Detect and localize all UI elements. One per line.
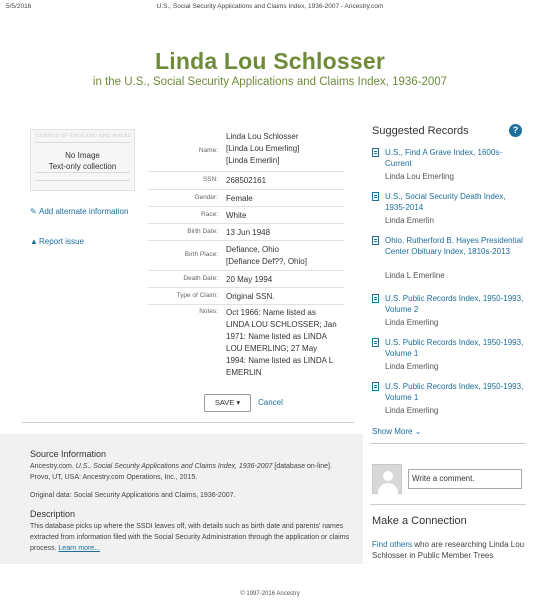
report-issue-label: Report issue — [39, 237, 84, 246]
fact-label: Birth Place: — [184, 251, 218, 258]
show-more-link[interactable] — [372, 427, 421, 436]
add-alternate-label: Add alternate information — [39, 207, 129, 216]
fact-row-notes — [148, 305, 344, 387]
fact-label: Death Date: — [183, 275, 218, 282]
document-icon — [372, 294, 379, 303]
fact-label: SSN: — [202, 176, 218, 183]
pencil-icon: ✎ — [30, 207, 37, 216]
collection-subtitle: in the U.S., Social Security Applications and Claims Index, 1936-2007 — [92, 76, 448, 88]
fact-label: Gender: — [194, 194, 218, 201]
add-alternate-info-link[interactable] — [30, 206, 130, 217]
record-card — [22, 121, 354, 423]
fact-row-race — [148, 207, 344, 224]
suggested-record-title[interactable]: U.S. Public Records Index, 1950-1993, Volume 1 — [385, 382, 524, 402]
print-title: U.S., Social Security Applications and Claims Index, 1936-2007 - Ancestry.com — [156, 3, 384, 10]
suggested-record-title[interactable]: Ohio, Rutherford B. Hayes Presidential Center Obituary Index, 1810s-2013 — [385, 236, 523, 256]
help-icon[interactable]: ? — [509, 124, 522, 137]
suggested-record-title[interactable]: U.S. Public Records Index, 1950-1993, Volume 1 — [385, 338, 524, 358]
suggested-records-heading: Suggested Records — [372, 125, 469, 137]
learn-more-link[interactable]: Learn more... — [58, 545, 101, 552]
fact-value: White — [226, 211, 247, 220]
find-others-link[interactable]: Find others — [372, 540, 413, 549]
print-date: 5/5/2016 — [6, 3, 32, 10]
suggested-record-name: Linda Emerling — [385, 406, 439, 415]
suggested-record[interactable] — [372, 293, 526, 333]
thumbnail-ghost-line — [35, 172, 130, 173]
fact-value: 13 Jun 1948 — [226, 228, 271, 237]
thumbnail-ghost-line — [35, 142, 130, 143]
fact-value: Defiance, Ohio [Defiance Def??, Ohio] — [226, 245, 307, 266]
description-text — [30, 521, 350, 554]
no-image-label — [31, 150, 134, 172]
source-citation — [30, 461, 350, 483]
record-thumbnail[interactable] — [30, 129, 135, 191]
suggested-record-title[interactable]: U.S. Public Records Index, 1950-1993, Volume 2 — [385, 294, 524, 314]
make-connection-panel — [372, 515, 528, 560]
fact-value: Oct 1966: Name listed as LINDA LOU SCHLOSSER; Jan 1971: Name listed as LINDA LOU EMERLING; 27 May 1994: Name listed as LINDA L EMERLIN — [226, 308, 337, 377]
make-connection-text — [372, 539, 528, 561]
make-connection-rest: who are researching Linda Lou Schlosser in Public Member Trees — [372, 540, 525, 560]
cancel-link[interactable]: Cancel — [258, 398, 283, 407]
fact-row-ssn — [148, 172, 344, 190]
suggested-record-title[interactable]: U.S., Social Security Death Index, 1935-2014 — [385, 192, 506, 212]
suggested-record[interactable] — [372, 147, 526, 187]
fact-value: 20 May 1994 — [226, 275, 273, 284]
thumbnail-ghost-text: CENSUS OF ENGLAND AND WALES — [36, 133, 132, 139]
description-heading: Description — [30, 509, 76, 519]
suggested-record-title[interactable]: U.S., Find A Grave Index, 1600s-Current — [385, 148, 502, 168]
report-issue-link[interactable] — [30, 236, 84, 247]
fact-value: Linda Lou Schlosser [Linda Lou Emerling] [Linda Emerlin] — [226, 132, 300, 165]
divider — [370, 443, 526, 444]
fact-value: 268502161 — [226, 176, 267, 185]
citation-title: U.S., Social Security Applications and Claims Index, 1936-2007 — [75, 463, 273, 470]
original-data: Original data: Social Security Applications and Claims, 1936-2007. — [30, 492, 236, 499]
print-header — [0, 3, 540, 13]
fact-row-gender — [148, 190, 344, 207]
fact-row-claim-type — [148, 288, 344, 305]
no-image-line: No Image — [65, 151, 100, 160]
suggested-record[interactable] — [372, 381, 526, 421]
warning-icon: ▲ — [30, 237, 38, 246]
fact-label: Name: — [198, 147, 218, 154]
suggested-record[interactable] — [372, 191, 526, 231]
suggested-record-name: Linda L Emerline — [385, 271, 445, 280]
fact-row-death-date — [148, 271, 344, 288]
chevron-down-icon: ⌄ — [414, 427, 422, 436]
suggested-record-name: Linda Emerling — [385, 318, 439, 327]
suggested-record[interactable] — [372, 235, 526, 287]
source-heading: Source Information — [30, 449, 107, 459]
citation-rest: [database on-line]. Provo, UT, USA: Ancestry.com Operations, Inc., 2015. — [30, 463, 332, 481]
suggested-record[interactable] — [372, 337, 526, 377]
make-connection-heading: Make a Connection — [372, 515, 467, 527]
suggested-record-name: Linda Emerling — [385, 362, 439, 371]
suggested-record-name: Linda Emerlin — [385, 216, 434, 225]
save-label: SAVE — [214, 398, 235, 407]
document-icon — [372, 236, 379, 245]
document-icon — [372, 382, 379, 391]
comment-input[interactable]: Write a comment. — [408, 469, 522, 489]
document-icon — [372, 148, 379, 157]
show-more-label: Show More — [372, 427, 413, 436]
fact-label: Race: — [201, 211, 218, 218]
avatar — [372, 464, 402, 494]
description-body: This database picks up where the SSDI leaves off, with details such as birth date and parents' names extracted from information filed with the Social Security Administration through the application or claims process. — [30, 523, 350, 552]
footer-copyright: © 1997-2016 Ancestry — [240, 591, 300, 597]
document-icon — [372, 192, 379, 201]
thumbnail-ghost-line — [35, 180, 130, 181]
fact-row-birth-date — [148, 224, 344, 241]
fact-label: Type of Claim: — [176, 292, 218, 299]
save-button[interactable] — [204, 394, 251, 412]
fact-value: Female — [226, 194, 253, 203]
source-information-panel — [0, 434, 363, 564]
suggested-record-name: Linda Lou Emerling — [385, 172, 454, 181]
document-icon — [372, 338, 379, 347]
fact-label: Notes: — [199, 308, 218, 315]
chevron-down-icon: ▾ — [236, 398, 241, 407]
divider — [370, 504, 526, 505]
fact-row-name — [148, 130, 344, 172]
fact-value: Original SSN. — [226, 292, 275, 301]
person-name-heading: Linda Lou Schlosser — [154, 48, 385, 74]
fact-row-birth-place — [148, 241, 344, 271]
text-only-line: Text-only collection — [48, 162, 117, 171]
fact-label: Birth Date: — [187, 228, 218, 235]
citation-prefix: Ancestry.com. — [30, 463, 76, 470]
